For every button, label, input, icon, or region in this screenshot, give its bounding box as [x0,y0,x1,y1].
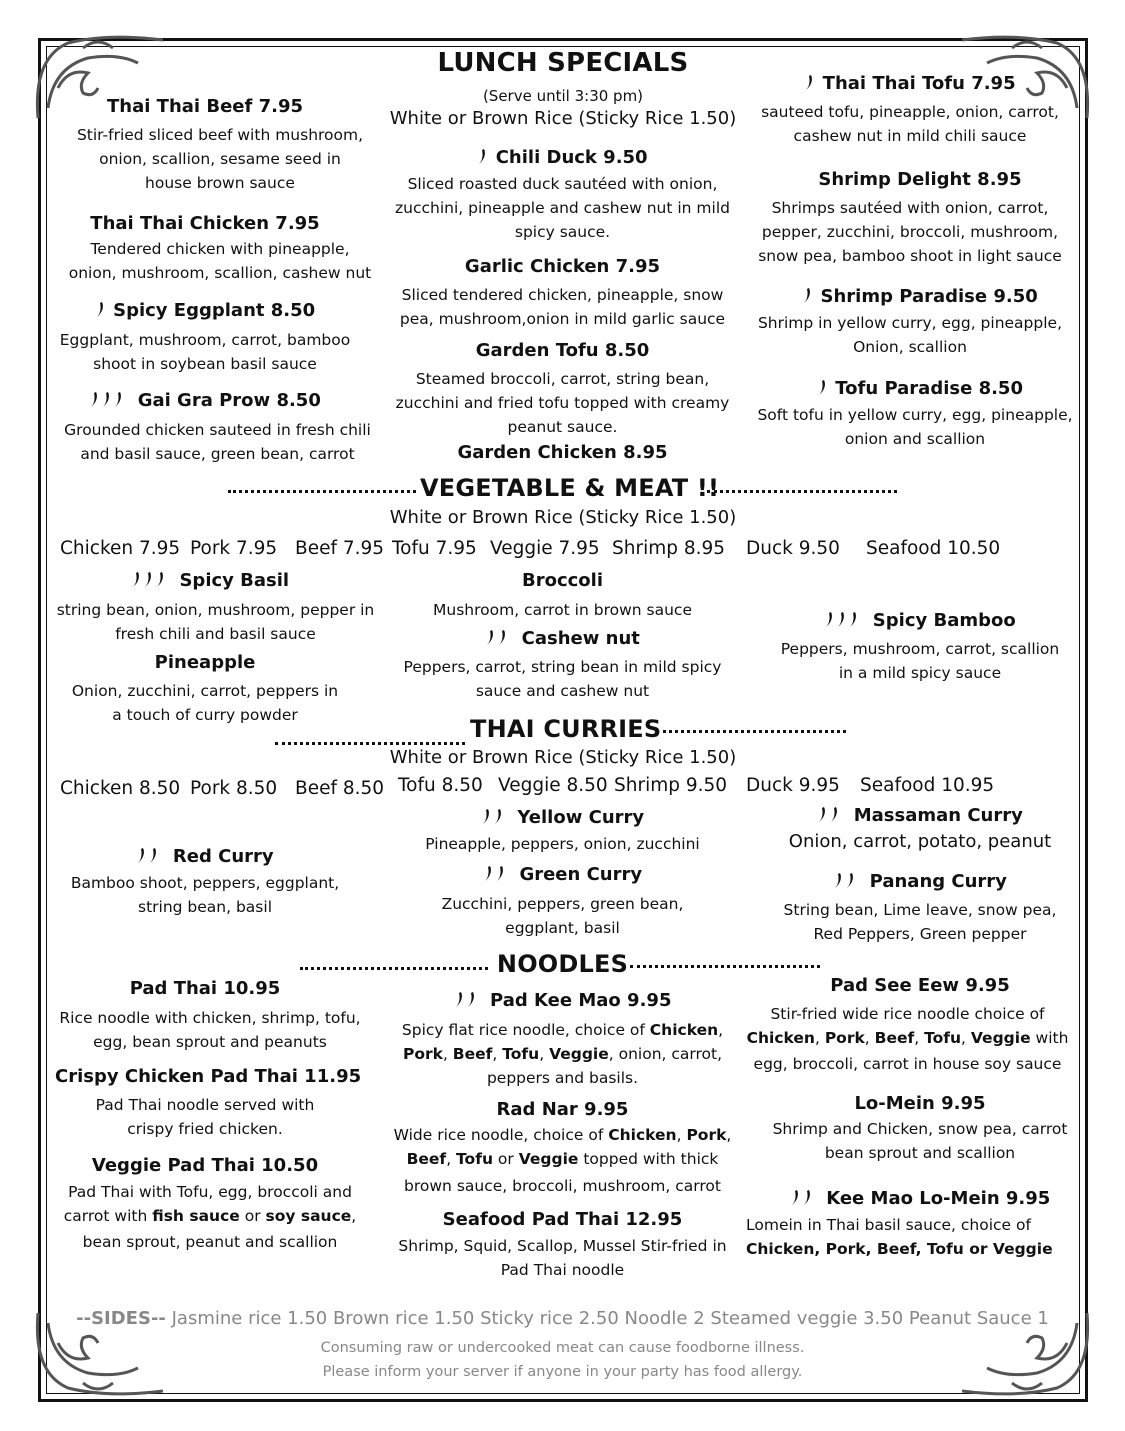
item-name: Crispy Chicken Pad Thai 11.95 [55,1066,362,1087]
item-name: Pad Thai 10.95 [129,978,281,999]
price-shrimp: Shrimp 9.50 [614,775,728,796]
chili-pepper-icon [136,847,146,864]
chili-pepper-icon [101,391,111,408]
chili-pepper-icon [148,847,158,864]
lunch-serve-until: (Serve until 3:30 pm) [482,87,644,105]
allergy-notice: Consuming raw or undercooked meat can cause foodborne illness. Please inform your server if anyone in your party has food allergy. [320,1340,805,1380]
item-name: Rad Nar 9.95 [496,1099,629,1120]
item-desc: Grounded chicken sauteed in fresh chili and basil sauce, green bean, carrot [64,421,371,463]
chili-pepper-icon [485,629,495,646]
item-name: Shrimp Paradise 9.50 [745,286,1095,307]
item-desc: Stir-fried sliced beef with mushroom, onion, scallion, sesame seed in house brown sauce [76,126,364,192]
item-desc: Steamed broccoli, carrot, string bean, zucchini and fried tofu topped with creamy peanut sauce. [395,370,730,436]
item-desc: Pad Thai with Tofu, egg, broccoli and carrot with fish sauce or soy sauce, bean sprout, peanut and scallion [63,1183,357,1251]
chili-pepper-icon [131,571,141,588]
dotted-leader [228,490,416,493]
item-name: Spicy Bamboo [745,610,1095,631]
item-desc: Bamboo shoot, peppers, eggplant, string bean, basil [70,874,340,916]
item-name: Spicy Basil [60,570,360,591]
price-tofu: Tofu 7.95 [392,538,477,559]
chili-pepper-icon [155,571,165,588]
item-name: Garlic Chicken 7.95 [464,256,661,277]
item-name: Pad See Eew 9.95 [830,975,1010,996]
item-name: Thai Thai Tofu 7.95 [745,73,1075,94]
item-name: Massaman Curry [745,805,1095,826]
item-name: Spicy Eggplant 8.50 [60,300,350,321]
price-seafood: Seafood 10.95 [860,775,995,796]
item-desc: Pad Thai noodle served with crispy fried chicken. [95,1096,315,1138]
chili-pepper-icon [817,806,827,823]
item-name: Gai Gra Prow 8.50 [60,390,350,411]
item-desc: string bean, onion, mushroom, pepper in fresh chili and basil sauce [56,601,375,643]
item-name: Cashew nut [390,628,735,649]
item-desc: Sliced roasted duck sautéed with onion, zucchini, pineapple and cashew nut in mild spicy sauce. [395,175,730,241]
item-desc: String bean, Lime leave, snow pea, Red Peppers, Green pepper [783,901,1057,943]
item-name: Garden Chicken 8.95 [457,442,668,463]
price-duck: Duck 9.95 [746,775,840,796]
price-veggie: Veggie 8.50 [498,775,608,796]
price-chicken: Chicken 7.95 [60,538,181,559]
chili-pepper-icon [143,571,153,588]
item-desc: Rice noodle with chicken, shrimp, tofu, egg, bean sprout and peanuts [59,1009,361,1051]
chili-pepper-icon [113,391,123,408]
item-name: Thai Thai Beef 7.95 [107,96,303,117]
item-desc: Spicy flat rice noodle, choice of Chicken, Pork, Beef, Tofu, Veggie, onion, carrot, peppers and basils. [401,1021,724,1087]
item-desc: Soft tofu in yellow curry, egg, pineapple, onion and scallion [757,406,1073,448]
dotted-leader [300,967,488,970]
price-chicken: Chicken 8.50 [60,778,181,799]
price-seafood: Seafood 10.50 [866,538,1001,559]
item-desc: Peppers, carrot, string bean in mild spicy sauce and cashew nut [403,658,722,700]
chili-pepper-icon [481,808,491,825]
chili-pepper-icon [483,865,493,882]
chili-pepper-icon [833,872,843,889]
price-veggie: Veggie 7.95 [490,538,600,559]
lunch-title: LUNCH SPECIALS [437,48,689,78]
item-name: Thai Thai Chicken 7.95 [90,213,320,234]
item-desc: Mushroom, carrot in brown sauce [433,601,692,619]
price-shrimp: Shrimp 8.95 [612,538,726,559]
item-name: Veggie Pad Thai 10.50 [91,1155,319,1176]
item-desc: Shrimp in yellow curry, egg, pineapple, Onion, scallion [757,314,1063,356]
item-desc: Onion, zucchini, carrot, peppers in a touch of curry powder [71,682,339,724]
item-desc: Shrimp and Chicken, snow pea, carrot bean sprout and scallion [772,1120,1068,1162]
item-name: Chili Duck 9.50 [390,147,735,168]
item-desc: Peppers, mushroom, carrot, scallion in a mild spicy sauce [780,640,1060,682]
chili-pepper-icon [790,1189,800,1206]
vegmeat-rice-note: White or Brown Rice (Sticky Rice 1.50) [389,507,737,528]
price-beef: Beef 7.95 [295,538,385,559]
dotted-leader [275,742,465,745]
lunch-rice-note: White or Brown Rice (Sticky Rice 1.50) [389,108,737,129]
price-pork: Pork 8.50 [190,778,278,799]
chili-pepper-icon [848,611,858,628]
item-name: Seafood Pad Thai 12.95 [442,1209,683,1230]
item-desc: Tendered chicken with pineapple, onion, mushroom, scallion, cashew nut [68,240,372,282]
price-pork: Pork 7.95 [190,538,278,559]
chili-pepper-icon [829,806,839,823]
item-name: Yellow Curry [390,807,735,828]
chili-pepper-icon [497,629,507,646]
chili-pepper-icon [477,148,487,165]
chili-pepper-icon [845,872,855,889]
item-name: Pineapple [154,652,256,673]
item-desc: Stir-fried wide rice noodle choice of Chicken, Pork, Beef, Tofu, Veggie with egg, broccoli, carrot in house soy sauce [746,1005,1069,1073]
price-duck: Duck 9.50 [746,538,840,559]
item-desc: Lomein in Thai basil sauce, choice of Chicken, Pork, Beef, Tofu or Veggie [746,1216,1053,1258]
item-name: Green Curry [390,864,735,885]
chili-pepper-icon [89,391,99,408]
item-desc: sauteed tofu, pineapple, onion, carrot, cashew nut in mild chili sauce [761,103,1059,145]
curries-rice-note: White or Brown Rice (Sticky Rice 1.50) [389,747,737,768]
item-name: Shrimp Delight 8.95 [818,169,1022,190]
item-desc: Sliced tendered chicken, pineapple, snow pea, mushroom,onion in mild garlic sauce [399,286,726,328]
item-name: Broccoli [521,570,603,591]
item-desc: Wide rice noodle, choice of Chicken, Pork, Beef, Tofu or Veggie topped with thick brown sauce, broccoli, mushroom, carrot [393,1126,732,1195]
chili-pepper-icon [493,808,503,825]
item-name: Tofu Paradise 8.50 [745,378,1095,399]
item-desc: Shrimps sautéed with onion, carrot, pepper, zucchini, broccoli, mushroom, snow pea, bamboo shoot in light sauce [758,199,1062,265]
chili-pepper-icon [466,991,476,1008]
item-desc: Eggplant, mushroom, carrot, bamboo shoot in soybean basil sauce [59,331,351,373]
sides-line: --SIDES-- Jasmine rice 1.50 Brown rice 1.50 Sticky rice 2.50 Noodle 2 Steamed veggie 3.50 Peanut Sauce 1 [76,1308,1049,1329]
item-name: Kee Mao Lo-Mein 9.95 [745,1188,1095,1209]
chili-pepper-icon [802,1189,812,1206]
chili-pepper-icon [454,991,464,1008]
item-name: Pad Kee Mao 9.95 [390,990,735,1011]
chili-pepper-icon [495,865,505,882]
dotted-leader [656,730,846,733]
item-name: Panang Curry [745,871,1095,892]
chili-pepper-icon [804,74,814,91]
noodles-title: NOODLES [496,950,629,978]
curries-title: THAI CURRIES [470,715,662,743]
dotted-leader [630,965,820,968]
item-desc: Zucchini, peppers, green bean, eggplant, basil [441,895,684,937]
item-desc: Shrimp, Squid, Scallop, Mussel Stir-fried in Pad Thai noodle [398,1237,727,1279]
chili-pepper-icon [824,611,834,628]
chili-pepper-icon [836,611,846,628]
chili-pepper-icon [817,379,827,396]
price-beef: Beef 8.50 [295,778,385,799]
item-name: Lo-Mein 9.95 [854,1093,986,1114]
price-tofu: Tofu 8.50 [398,775,483,796]
item-desc: Pineapple, peppers, onion, zucchini [425,835,700,853]
item-desc: Onion, carrot, potato, peanut [788,831,1052,852]
chili-pepper-icon [95,301,105,318]
chili-pepper-icon [802,287,812,304]
vegmeat-title: VEGETABLE & MEAT !! [420,474,720,502]
item-name: Red Curry [60,846,350,867]
item-name: Garden Tofu 8.50 [475,340,650,361]
dotted-leader [707,490,897,493]
